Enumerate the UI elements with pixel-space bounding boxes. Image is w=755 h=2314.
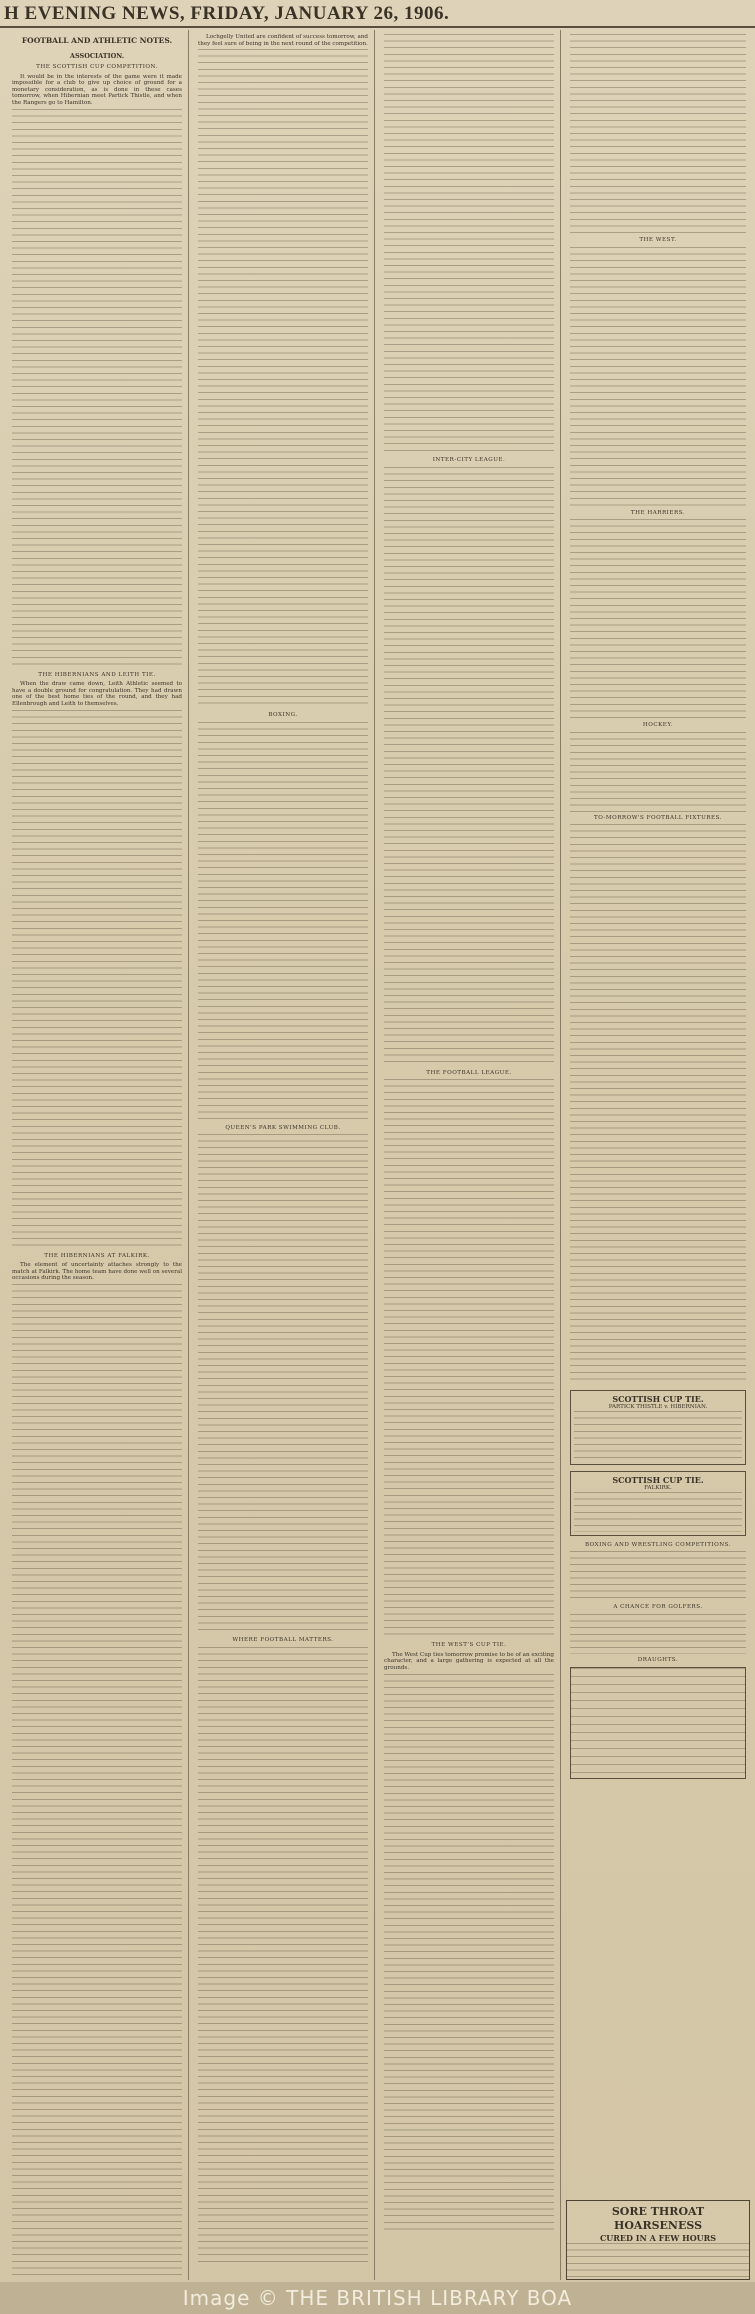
article-paragraph: It would be in the interests of the game were it made impossible for a club to give up choice of ground for a monetary consideration, as is done in these cases tomorrow, when Hibernian meet Partick Thistle, and when the Rangers go to Hamilton. [12,73,182,106]
article-text [12,710,182,1250]
throat-cure-advertisement [566,2200,750,2280]
ad-subheadline: CURED IN A FEW HOURS [599,2233,717,2243]
ad-title: SCOTTISH CUP TIE. [612,1394,704,1405]
subsection-heading: THE FOOTBALL LEAGUE. [426,1069,512,1076]
article-text [570,732,746,812]
subsection-heading: THE WEST. [639,237,677,243]
article-paragraph: Lochgelly United are confident of success tomorrow, and they feel sure of being in the next round of the competition. [198,34,368,47]
ad-text [574,1411,742,1461]
ad-text [567,2243,749,2279]
subsection-heading: TO-MORROW'S FOOTBALL FIXTURES. [594,814,722,821]
subsection-heading: BOXING AND WRESTLING COMPETITIONS. [584,1541,732,1548]
column-3 [380,30,558,2280]
subsection-heading: THE HARRIERS. [630,509,686,516]
article-paragraph: The element of uncertainty attaches strongly to the match at Falkirk. The home team have done well on several occasions during the season. [12,1262,182,1282]
subsection-heading: A CHANCE FOR GOLFERS. [613,1604,703,1611]
image-credit-watermark: Image © THE BRITISH LIBRARY BOA [0,2282,755,2314]
ad-line: FALKIRK. [644,1484,672,1491]
ad-text [574,1492,742,1532]
column-2 [194,30,372,2280]
column-4 [566,30,750,2280]
section-heading: ASSOCIATION. [69,52,125,60]
advertisement [570,1471,746,1536]
article-heading: FOOTBALL AND ATHLETIC NOTES. [21,36,173,45]
masthead: H EVENING NEWS, FRIDAY, JANUARY 26, 1906. [0,0,755,28]
subsection-heading: THE SCOTTISH CUP COMPETITION. [36,64,158,70]
draughts-table [570,1667,746,1779]
article-text [570,247,746,507]
fixtures-list [570,824,746,1384]
article-text [198,722,368,1122]
subsection-heading: THE WEST'S CUP TIE. [431,1642,507,1649]
subsection-heading: WHERE FOOTBALL MATTERS. [232,1637,334,1644]
subsection-heading: THE HIBERNIANS AT FALKIRK. [44,1252,150,1259]
advertisement [570,1390,746,1465]
article-text [12,109,182,669]
column-1 [8,30,186,2280]
subsection-heading: DRAUGHTS. [637,1656,679,1663]
subsection-heading: BOXING. [268,712,298,719]
article-text [384,1079,554,1639]
article-text [198,1134,368,1634]
article-text [570,1551,746,1601]
article-paragraph: When the draw came down, Leith Athletic seemed to have a double ground for congratulation. They had drawn one of the best home ties of the round, and they had Ellenbrough and Leith to themselves. [12,681,182,707]
article-text [384,1674,554,2234]
article-text [384,34,554,454]
article-text [198,49,368,709]
article-text [384,467,554,1067]
columns [0,30,755,2280]
article-text [570,1614,746,1654]
ad-title: SCOTTISH CUP TIE. [612,1474,704,1485]
article-text [198,1647,368,2267]
subsection-heading: INTER-CITY LEAGUE. [432,457,506,463]
ad-headline: SORE THROAT HOARSENESS [611,2205,705,2232]
article-text [570,34,746,234]
subsection-heading: THE HIBERNIANS AND LEITH TIE. [38,671,156,678]
subsection-heading: QUEEN'S PARK SWIMMING CLUB. [225,1124,341,1131]
article-text [570,519,746,719]
article-paragraph: The West Cup ties tomorrow promise to be of an exciting character, and a large gathering is expected at all the grounds. [384,1651,555,1671]
ad-line: PARTICK THISTLE v. HIBERNIAN. [608,1404,708,1411]
article-text [12,1284,182,2280]
subsection-heading: HOCKEY. [642,722,674,729]
